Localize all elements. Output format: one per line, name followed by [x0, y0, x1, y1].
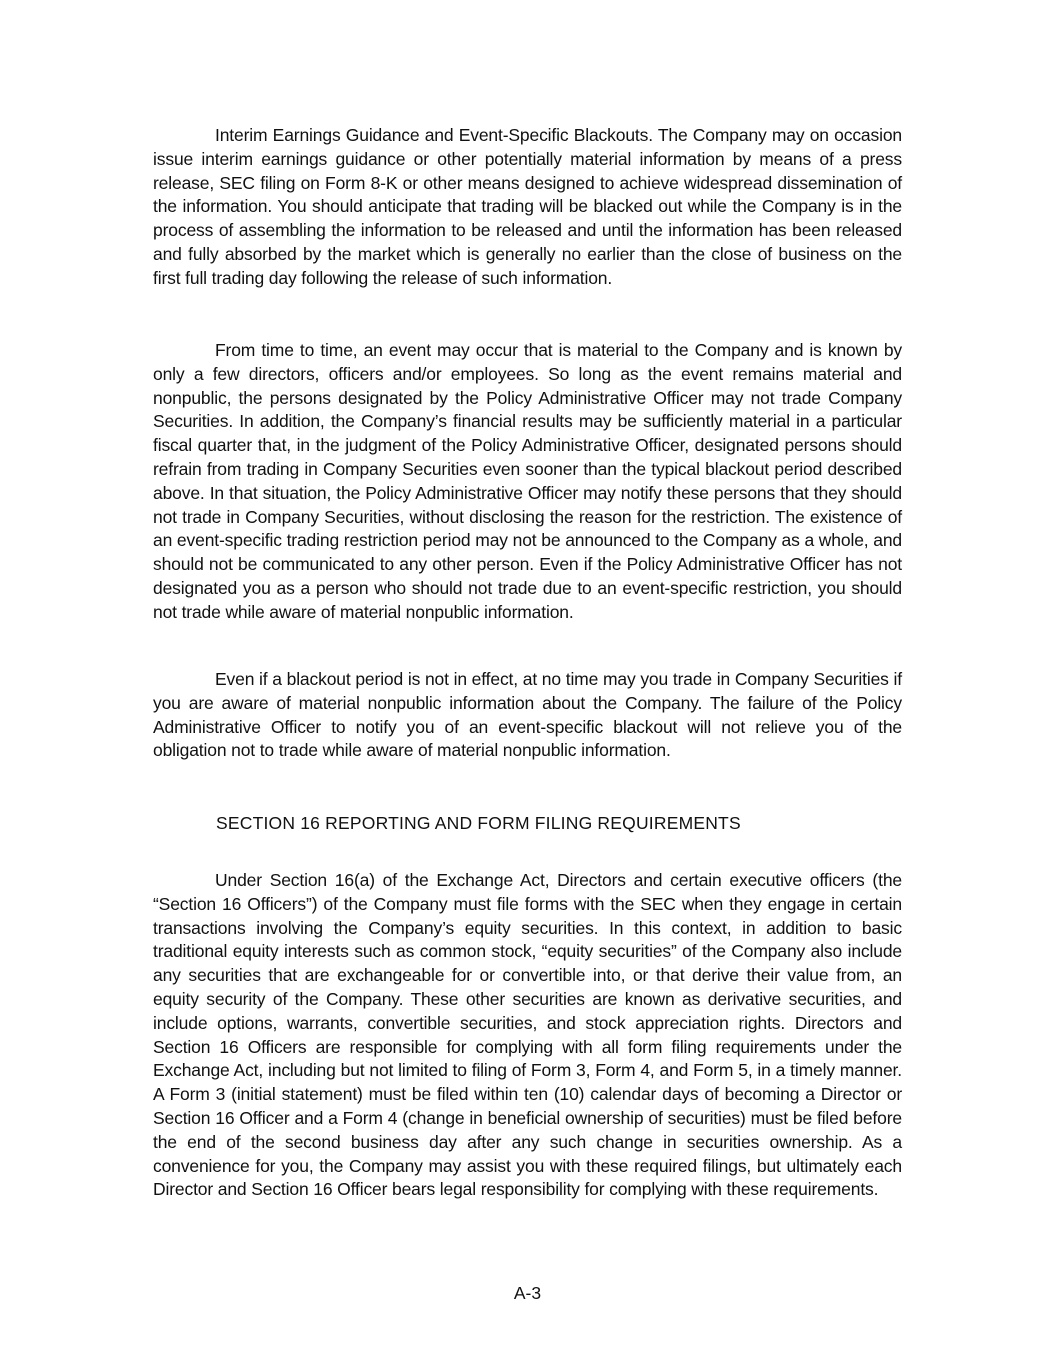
paragraph-blackout-not-in-effect: Even if a blackout period is not in effect, at no time may you trade in Company Securities if you are aware of material nonpublic information about the Company. The failure of the Policy Administrative Officer to notify you of an event-specific blackout will not relieve you of the obligation not to trade while aware of material nonpublic information. — [153, 669, 902, 761]
paragraph-interim-earnings-guidance: Interim Earnings Guidance and Event-Specific Blackouts. The Company may on occasion issue interim earnings guidance or other potentially material information by means of a press release, SEC filing on Form 8-K or other means designed to achieve widespread dissemination of the information. You should anticipate that trading will be blacked out while the Company is in the process of assembling the information to be released and until the information has been released and fully absorbed by the market which is generally no earlier than the close of business on the first full trading day following the release of such information. — [153, 125, 902, 288]
page-number: A-3 — [513, 1283, 542, 1303]
section-heading: SECTION 16 REPORTING AND FORM FILING REQUIREMENTS — [216, 813, 741, 833]
paragraph-event-specific-restriction: From time to time, an event may occur that is material to the Company and is known by only a few directors, officers and/or employees. So long as the event remains material and nonpublic, the persons designated by the Policy Administrative Officer may not trade Company Securities. In addition, the Company’s financial results may be sufficiently material in a particular fiscal quarter that, in the judgment of the Policy Administrative Officer, designated persons should refrain from trading in Company Securities even sooner than the typical blackout period described above. In that situation, the Policy Administrative Officer may notify these persons that they should not trade in Company Securities, without disclosing the reason for the restriction. The existence of an event-specific trading restriction period may not be announced to the Company as a whole, and should not be communicated to any other person. Even if the Policy Administrative Officer has not designated you as a person who should not trade due to an event-specific restriction, you should not trade while aware of material nonpublic information. — [153, 340, 902, 622]
paragraph-section-16-filing: Under Section 16(a) of the Exchange Act, Directors and certain executive officers (the “Section 16 Officers”) of the Company must file forms with the SEC when they engage in certain transactions involving the Company’s equity securities. In this context, in addition to basic traditional equity interests such as common stock, “equity securities” of the Company also include any securities that are exchangeable for or convertible into, or that derive their value from, an equity security of the Company. These other securities are known as derivative securities, and include options, warrants, convertible securities, and stock appreciation rights. Directors and Section 16 Officers are responsible for complying with all form filing requirements under the Exchange Act, including but not limited to filing of Form 3, Form 4, and Form 5, in a timely manner. A Form 3 (initial statement) must be filed within ten (10) calendar days of becoming a Director or Section 16 Officer and a Form 4 (change in beneficial ownership of securities) must be filed before the end of the second business day after any such change in securities ownership. As a convenience for you, the Company may assist you with these required filings, but ultimately each Director and Section 16 Officer bears legal responsibility for complying with these requirements. — [153, 870, 902, 1200]
